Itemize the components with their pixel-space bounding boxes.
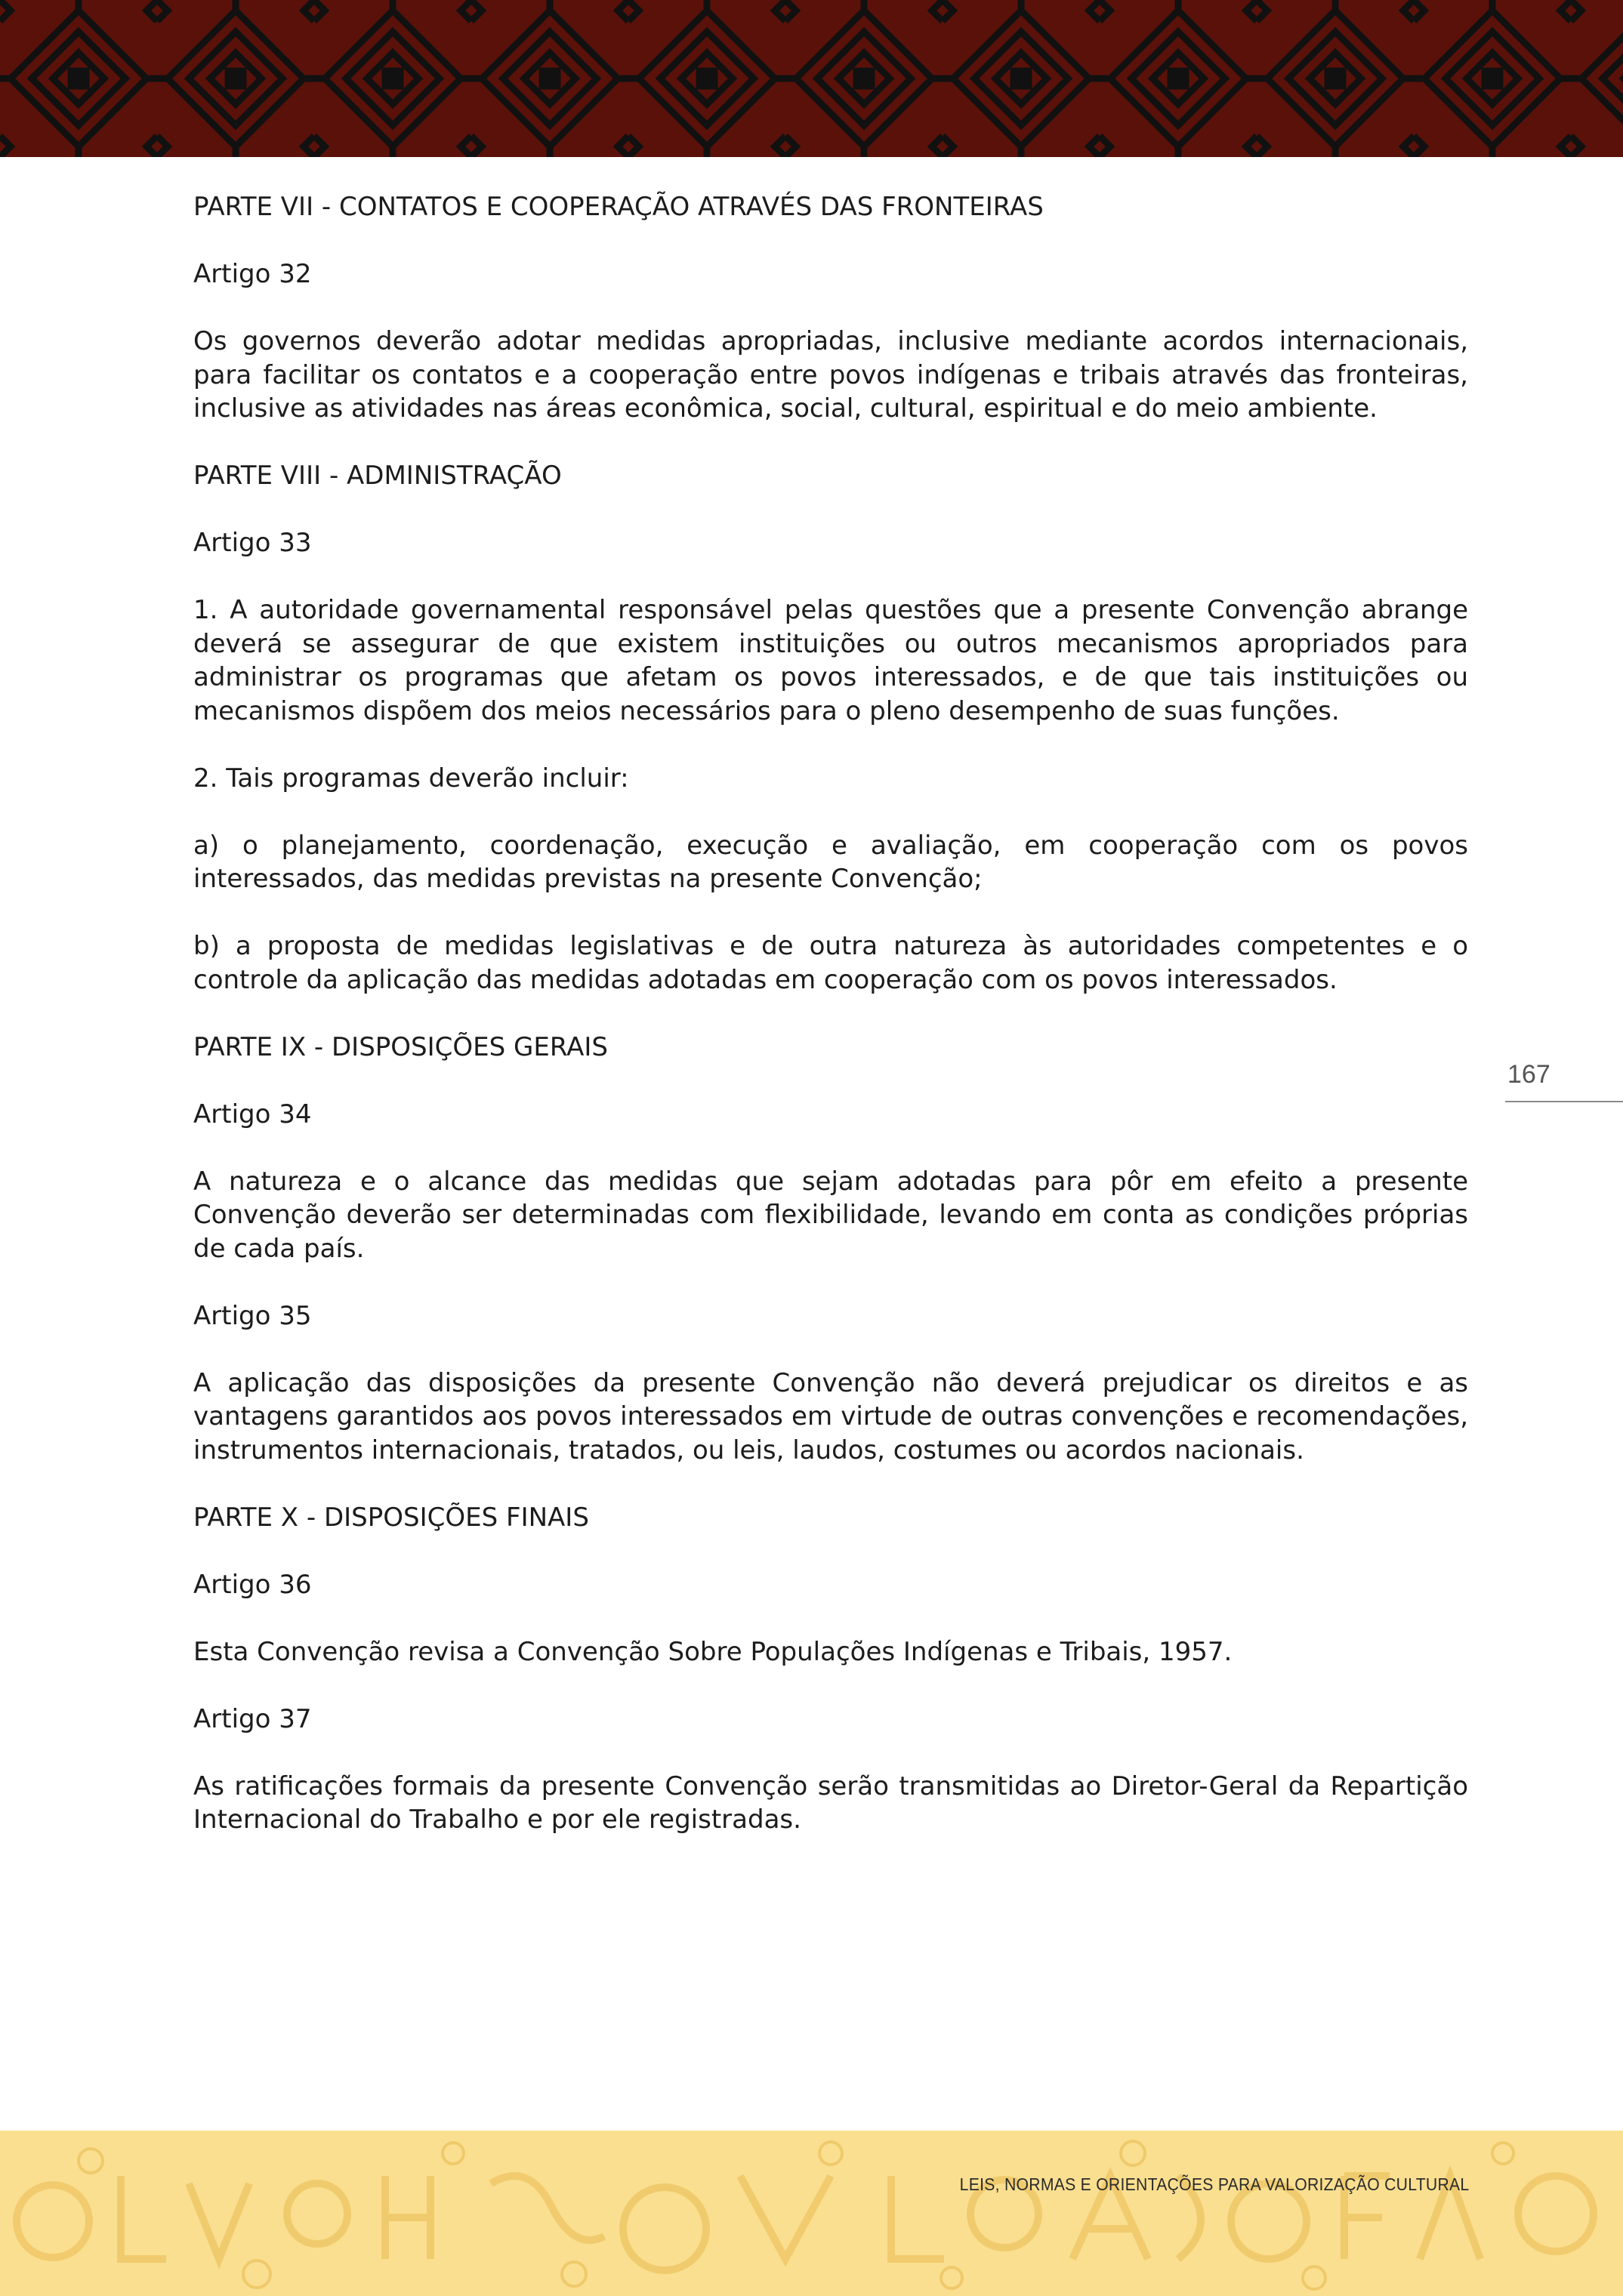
body-paragraph: Os governos deverão adotar medidas apropriadas, inclusive mediante acordos internacionais, para facilitar os contatos e a cooperação entre povos indígenas e tribais através das fronteiras, inclusive as atividades nas áreas econômica, social, cultural, espiritual e do meio ambiente. — [193, 326, 1468, 424]
body-paragraph: As ratificações formais da presente Convenção serão transmitidas ao Diretor-Geral da Repartição Internacional do Trabalho e por ele registradas. — [193, 1771, 1468, 1835]
section-heading: PARTE IX - DISPOSIÇÕES GERAIS — [193, 1031, 608, 1062]
body-paragraph: 1. A autoridade governamental responsável pelas questões que a presente Convenção abrange deverá se assegurar de que existem instituições ou outros mecanismos apropriados para administrar os programas que afetam os povos interessados, e de que tais instituições ou mecanismos dispõem dos meios necessários para o pleno desempenho de suas funções. — [193, 595, 1468, 726]
body-paragraph: A aplicação das disposições da presente Convenção não deverá prejudicar os direitos e as vantagens garantidos aos povos interessados em virtude de outras convenções e recomendações, instrumentos internacionais, tratados, ou leis, laudos, costumes ou acordos nacionais. — [193, 1367, 1468, 1465]
geometric-pattern — [0, 0, 1623, 157]
section-heading: Artigo 33 — [193, 528, 312, 558]
page-number: 167 — [1507, 1060, 1550, 1089]
footer-band — [0, 2131, 1623, 2296]
body-paragraph: Esta Convenção revisa a Convenção Sobre Populações Indígenas e Tribais, 1957. — [193, 1636, 1233, 1667]
page-number-rule — [1505, 1101, 1623, 1102]
body-paragraph: A natureza e o alcance das medidas que sejam adotadas para pôr em efeito a presente Convenção deverão ser determinadas com flexibilidade, levando em conta as condições próprias de cada país. — [193, 1166, 1468, 1264]
section-heading: Artigo 37 — [193, 1703, 312, 1734]
footer-title: LEIS, NORMAS E ORIENTAÇÕES PARA VALORIZAÇÃO CULTURAL — [959, 2174, 1469, 2194]
document-body — [193, 190, 1468, 1870]
body-paragraph: b) a proposta de medidas legislativas e de outra natureza às autoridades competentes e o controle da aplicação das medidas adotadas em cooperação com os povos interessados. — [193, 931, 1468, 995]
body-paragraph: 2. Tais programas deverão incluir: — [193, 763, 629, 794]
section-heading: Artigo 34 — [193, 1099, 312, 1130]
section-heading: PARTE VIII - ADMINISTRAÇÃO — [193, 461, 562, 491]
section-heading: PARTE VII - CONTATOS E COOPERAÇÃO ATRAVÉS DAS FRONTEIRAS — [193, 192, 1044, 222]
section-heading: PARTE X - DISPOSIÇÕES FINAIS — [193, 1502, 589, 1533]
section-heading: Artigo 36 — [193, 1569, 312, 1600]
section-heading: Artigo 35 — [193, 1300, 312, 1331]
body-paragraph: a) o planejamento, coordenação, execução e avaliação, em cooperação com os povos interessados, das medidas previstas na presente Convenção; — [193, 830, 1468, 894]
header-pattern-banner — [0, 0, 1623, 157]
section-heading: Artigo 32 — [193, 259, 312, 289]
footer-glyph-pattern — [0, 2131, 1623, 2296]
